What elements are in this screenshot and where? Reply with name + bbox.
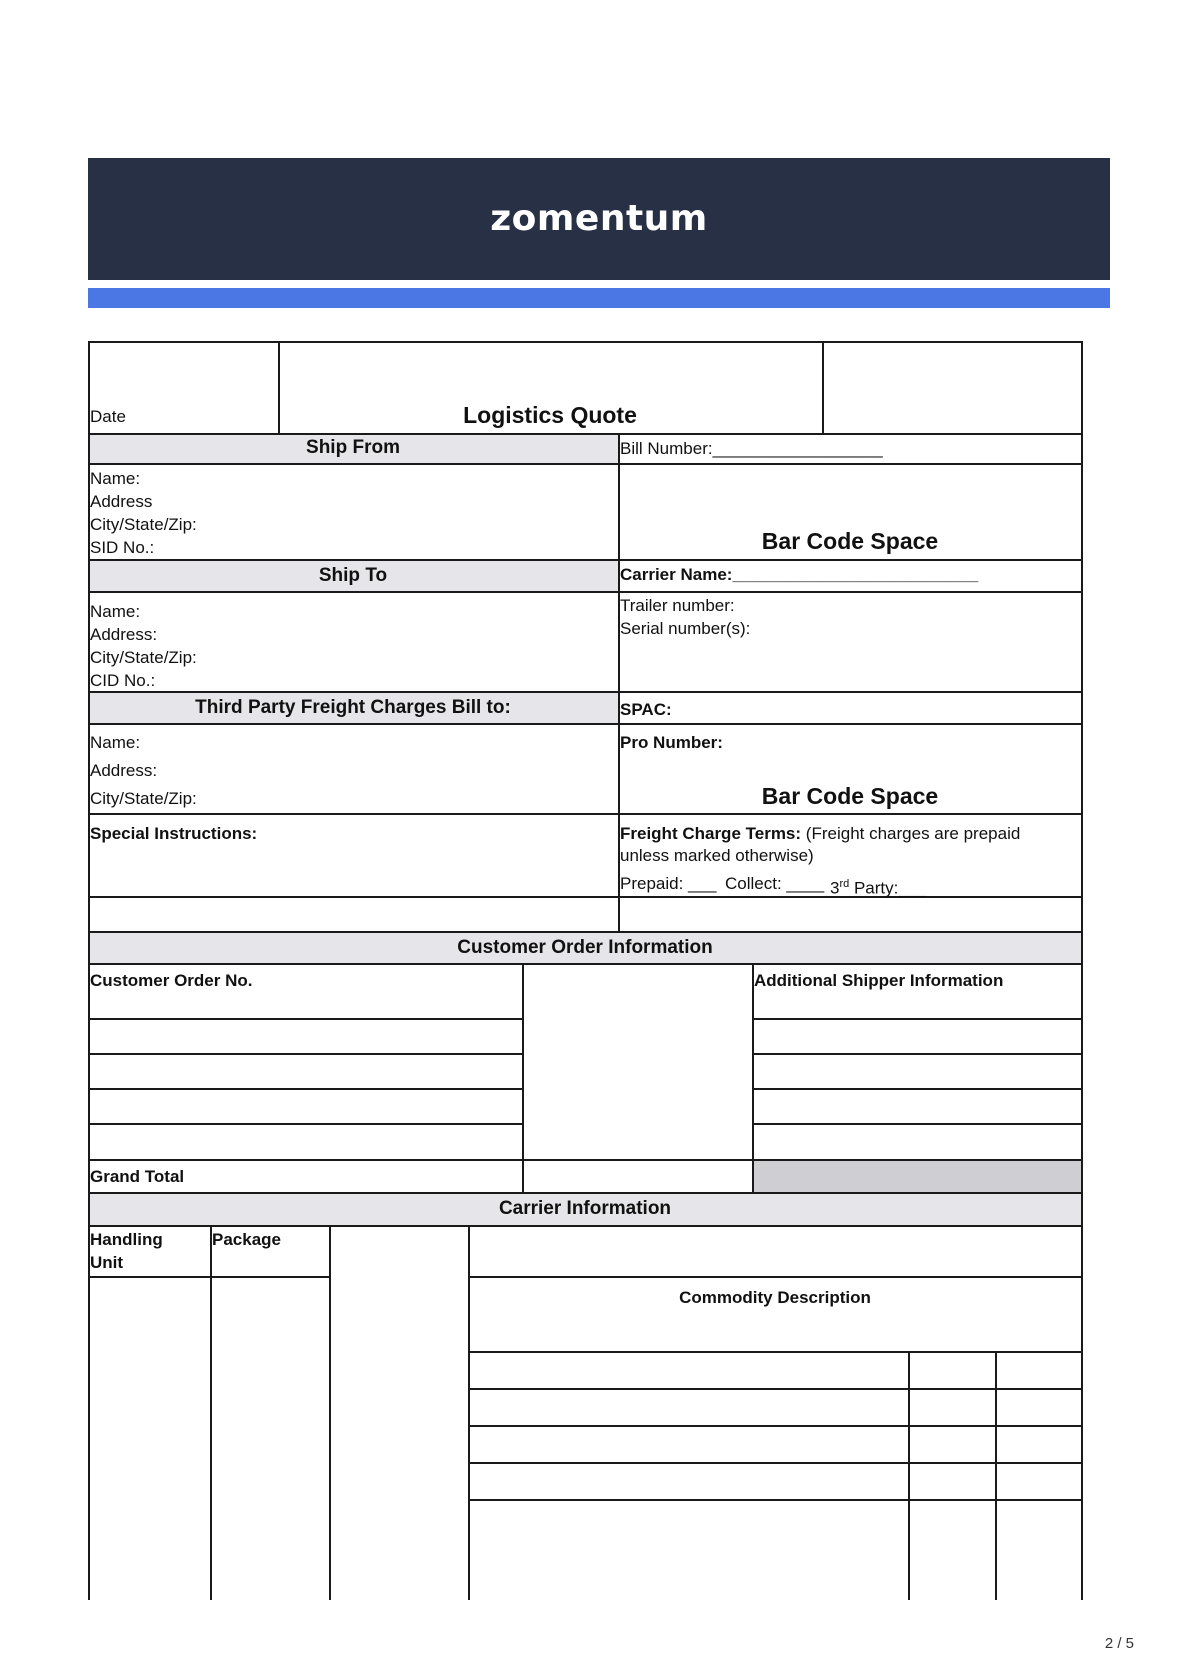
handling-unit-line-1: Handling — [90, 1230, 163, 1249]
prepaid-field[interactable]: Prepaid: ___ — [620, 874, 717, 893]
third-party-name-field[interactable]: Name: — [90, 733, 141, 752]
customer-order-heading: Customer Order Information — [457, 937, 713, 958]
ship-to-cid-field[interactable]: CID No.: — [90, 671, 156, 690]
date-label: Date — [90, 407, 126, 426]
grid-line — [88, 1159, 1082, 1161]
serial-numbers-field[interactable]: Serial number(s): — [620, 619, 751, 638]
third-party-ordinal: 3 — [830, 878, 840, 898]
grid-line — [88, 591, 1082, 593]
third-party-charge-label: Party:___ — [849, 878, 927, 898]
grid-line — [752, 1123, 1082, 1125]
third-party-charge-field[interactable] — [830, 872, 927, 901]
grid-line — [468, 1388, 1082, 1390]
grid-line — [752, 1088, 1082, 1090]
spac-field[interactable]: SPAC: — [620, 700, 672, 719]
grid-line — [752, 963, 754, 1192]
freight-terms-note-continued: unless marked otherwise) — [620, 846, 814, 865]
freight-terms-label: Freight Charge Terms: — [620, 824, 802, 843]
grid-line — [88, 1018, 522, 1020]
form-title: Logistics Quote — [463, 402, 637, 428]
grid-line — [752, 1018, 1082, 1020]
grid-line — [468, 1351, 1082, 1353]
grid-line — [88, 1053, 522, 1055]
grid-line — [468, 1276, 1082, 1278]
grid-line — [88, 341, 1082, 343]
pro-number-field[interactable]: Pro Number: — [620, 733, 723, 752]
bar-code-space-1: Bar Code Space — [761, 528, 939, 554]
grid-line — [88, 813, 1082, 815]
grid-line — [210, 1225, 212, 1600]
third-party-city-field[interactable]: City/State/Zip: — [90, 789, 197, 808]
ship-to-name-field[interactable]: Name: — [90, 602, 141, 621]
ship-from-name-field[interactable]: Name: — [90, 469, 141, 488]
grid-line — [995, 1351, 997, 1600]
bar-code-space-2: Bar Code Space — [761, 783, 939, 809]
grid-line — [88, 1192, 1082, 1194]
accent-bar — [88, 288, 1110, 308]
ship-from-address-field[interactable]: Address — [90, 492, 153, 511]
grid-line — [88, 1123, 522, 1125]
grid-line — [468, 1462, 1082, 1464]
logistics-quote-form — [88, 341, 1082, 1600]
grid-line — [88, 1276, 329, 1278]
grid-line — [329, 1225, 331, 1600]
grid-line — [908, 1351, 910, 1600]
third-party-address-field[interactable]: Address: — [90, 761, 158, 780]
grid-line — [88, 691, 1082, 693]
grid-line — [752, 1053, 1082, 1055]
grand-total-label: Grand Total — [90, 1167, 185, 1186]
third-party-heading: Third Party Freight Charges Bill to: — [195, 697, 511, 718]
ship-from-heading: Ship From — [306, 437, 400, 458]
ship-to-address-field[interactable]: Address: — [90, 625, 158, 644]
carrier-name-field[interactable]: Carrier Name:__________________________ — [620, 565, 979, 584]
freight-charge-terms — [620, 822, 1020, 846]
grid-line — [88, 463, 1082, 465]
collect-field[interactable]: Collect: ____ — [725, 874, 825, 893]
brand-logo: zomentum — [490, 198, 708, 239]
freight-terms-note: (Freight charges are prepaid — [805, 824, 1021, 843]
ship-from-sid-field[interactable]: SID No.: — [90, 538, 155, 557]
grid-line — [88, 896, 1082, 898]
handling-unit-header — [90, 1228, 163, 1274]
carrier-info-heading: Carrier Information — [498, 1198, 672, 1219]
handling-unit-line-2: Unit — [90, 1253, 124, 1272]
grid-line — [522, 963, 524, 1192]
page-indicator: 2 / 5 — [1104, 1635, 1134, 1652]
trailer-number-field[interactable]: Trailer number: — [620, 596, 735, 615]
grid-line — [88, 1088, 522, 1090]
special-instructions-field[interactable]: Special Instructions: — [90, 824, 258, 843]
grand-total-shaded-cell — [752, 1159, 1082, 1192]
grid-line — [88, 723, 1082, 725]
additional-shipper-info-header: Additional Shipper Information — [754, 971, 1004, 990]
grid-line — [88, 931, 1082, 933]
grid-line — [468, 1499, 1082, 1501]
ship-from-city-field[interactable]: City/State/Zip: — [90, 515, 197, 534]
ship-to-city-field[interactable]: City/State/Zip: — [90, 648, 197, 667]
third-party-ordinal-suffix: rd — [839, 878, 850, 890]
customer-order-no-header: Customer Order No. — [90, 971, 253, 990]
grid-line — [88, 559, 1082, 561]
ship-to-heading: Ship To — [318, 565, 388, 586]
grid-line — [88, 1225, 1082, 1227]
bill-number-field[interactable]: Bill Number:__________________ — [620, 439, 883, 458]
grid-line — [822, 341, 824, 433]
header-band — [88, 158, 1110, 280]
grid-line — [468, 1425, 1082, 1427]
grid-line — [88, 433, 1082, 435]
package-header: Package — [212, 1230, 281, 1249]
commodity-description-header: Commodity Description — [679, 1288, 871, 1307]
grid-line — [468, 1225, 470, 1600]
grid-line — [88, 963, 1082, 965]
